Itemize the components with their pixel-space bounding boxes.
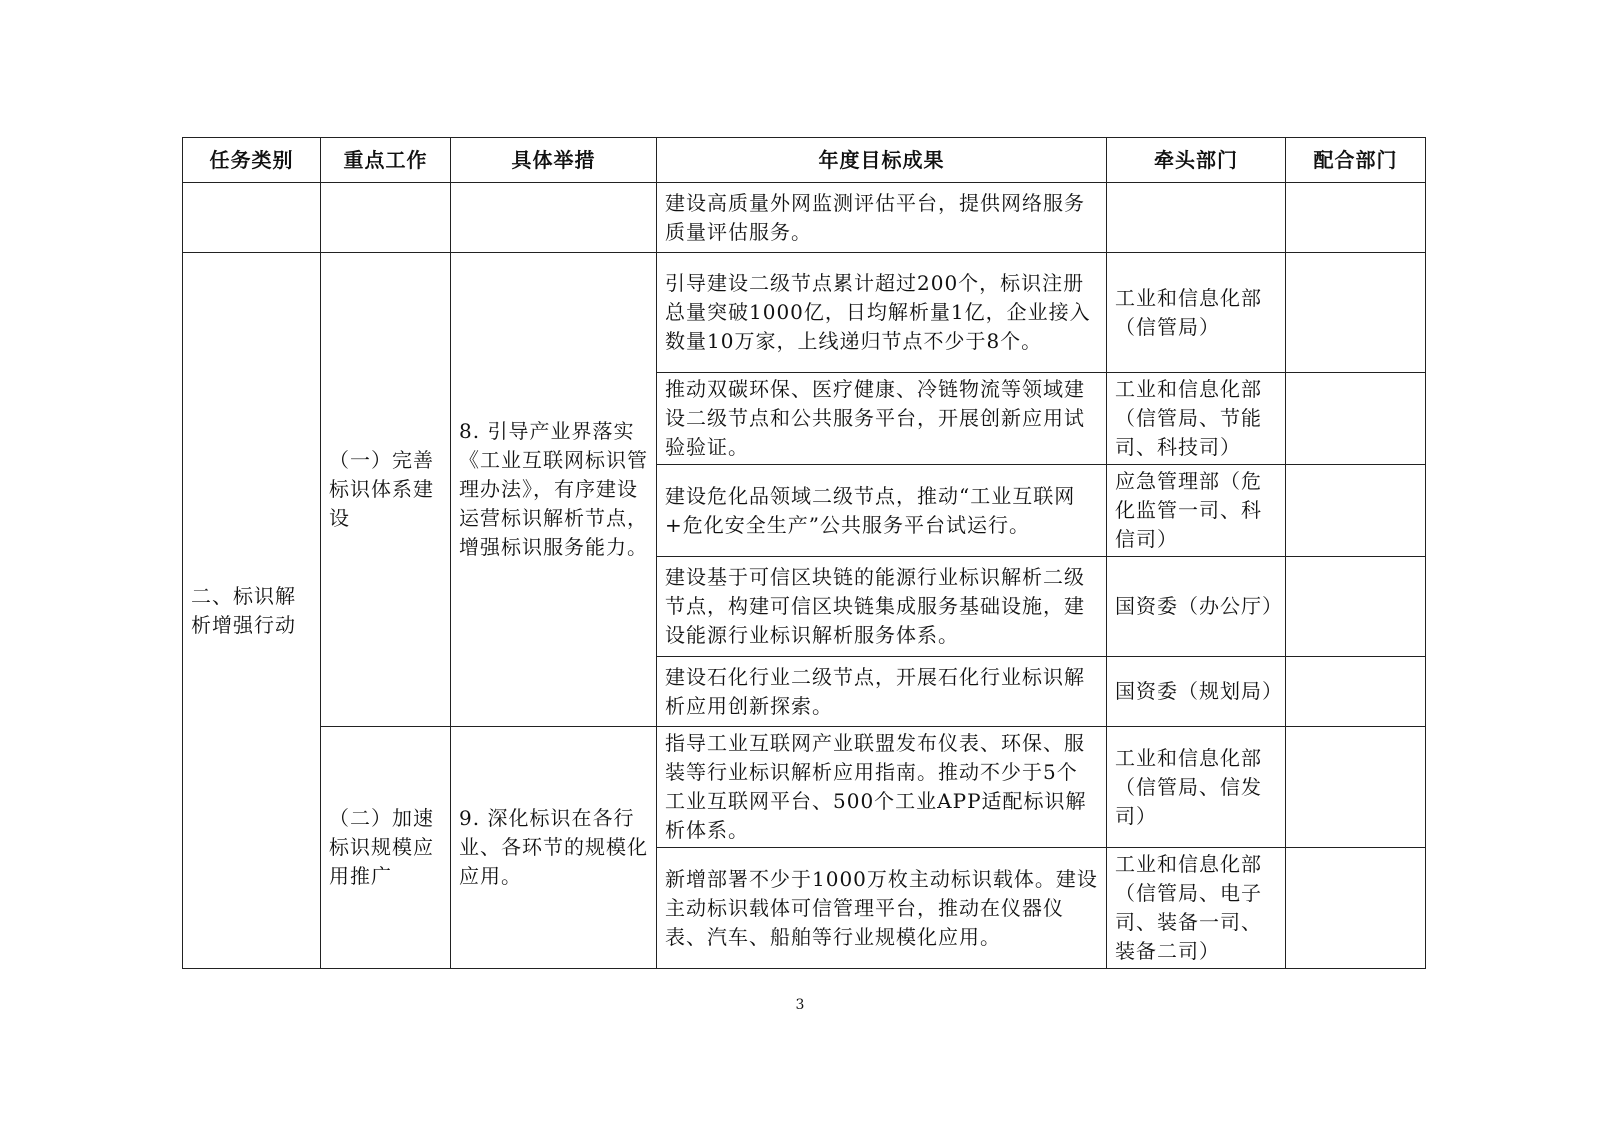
lead-department-cell: 工业和信息化部（信管局） bbox=[1107, 253, 1286, 373]
support-department-cell bbox=[1286, 465, 1426, 557]
support-department-cell bbox=[1286, 253, 1426, 373]
support-department-cell bbox=[1286, 657, 1426, 727]
annual-target-cell: 建设石化行业二级节点，开展石化行业标识解析应用创新探索。 bbox=[657, 657, 1107, 727]
lead-department-cell: 国资委（办公厅） bbox=[1107, 557, 1286, 657]
table-row bbox=[183, 727, 1426, 848]
task-category-cell: 二、标识解析增强行动 bbox=[183, 253, 321, 969]
key-work-cell: （二）加速标识规模应用推广 bbox=[321, 727, 451, 969]
header-lead-department: 牵头部门 bbox=[1107, 138, 1286, 183]
annual-target-cell: 推动双碳环保、医疗健康、冷链物流等领域建设二级节点和公共服务平台，开展创新应用试验验证。 bbox=[657, 373, 1107, 465]
annual-target-cell: 建设危化品领域二级节点，推动“工业互联网+危化安全生产”公共服务平台试运行。 bbox=[657, 465, 1107, 557]
annual-target-cell: 建设基于可信区块链的能源行业标识解析二级节点，构建可信区块链集成服务基础设施，建设能源行业标识解析服务体系。 bbox=[657, 557, 1107, 657]
table-header-row bbox=[183, 138, 1426, 183]
header-support-department: 配合部门 bbox=[1286, 138, 1426, 183]
lead-department-cell: 工业和信息化部（信管局、电子司、装备一司、装备二司） bbox=[1107, 848, 1286, 969]
specific-measure-cell: 8. 引导产业界落实《工业互联网标识管理办法》，有序建设运营标识解析节点，增强标识服务能力。 bbox=[451, 253, 657, 727]
lead-department-cell: 工业和信息化部（信管局、信发司） bbox=[1107, 727, 1286, 848]
header-specific-measure: 具体举措 bbox=[451, 138, 657, 183]
annual-target-cell: 建设高质量外网监测评估平台，提供网络服务质量评估服务。 bbox=[657, 183, 1107, 253]
header-key-work: 重点工作 bbox=[321, 138, 451, 183]
support-department-cell bbox=[1286, 848, 1426, 969]
continuation-category-cell bbox=[183, 183, 321, 253]
specific-measure-cell: 9. 深化标识在各行业、各环节的规模化应用。 bbox=[451, 727, 657, 969]
header-task-category: 任务类别 bbox=[183, 138, 321, 183]
key-work-cell: （一）完善标识体系建设 bbox=[321, 253, 451, 727]
support-department-cell bbox=[1286, 727, 1426, 848]
continuation-key-work-cell bbox=[321, 183, 451, 253]
lead-department-cell: 工业和信息化部（信管局、节能司、科技司） bbox=[1107, 373, 1286, 465]
annual-target-cell: 指导工业互联网产业联盟发布仪表、环保、服装等行业标识解析应用指南。推动不少于5个工业互联网平台、500个工业APP适配标识解析体系。 bbox=[657, 727, 1107, 848]
table-row bbox=[183, 253, 1426, 373]
continuation-measure-cell bbox=[451, 183, 657, 253]
annual-target-cell: 引导建设二级节点累计超过200个，标识注册总量突破1000亿，日均解析量1亿，企业接入数量10万家，上线递归节点不少于8个。 bbox=[657, 253, 1107, 373]
task-table bbox=[182, 137, 1426, 969]
lead-department-cell: 应急管理部（危化监管一司、科信司） bbox=[1107, 465, 1286, 557]
support-department-cell bbox=[1286, 557, 1426, 657]
page-number: 3 bbox=[795, 997, 805, 1013]
lead-department-cell: 国资委（规划局） bbox=[1107, 657, 1286, 727]
support-department-cell bbox=[1286, 183, 1426, 253]
lead-department-cell bbox=[1107, 183, 1286, 253]
table-row bbox=[183, 183, 1426, 253]
annual-target-cell: 新增部署不少于1000万枚主动标识载体。建设主动标识载体可信管理平台，推动在仪器仪表、汽车、船舶等行业规模化应用。 bbox=[657, 848, 1107, 969]
header-annual-target: 年度目标成果 bbox=[657, 138, 1107, 183]
support-department-cell bbox=[1286, 373, 1426, 465]
